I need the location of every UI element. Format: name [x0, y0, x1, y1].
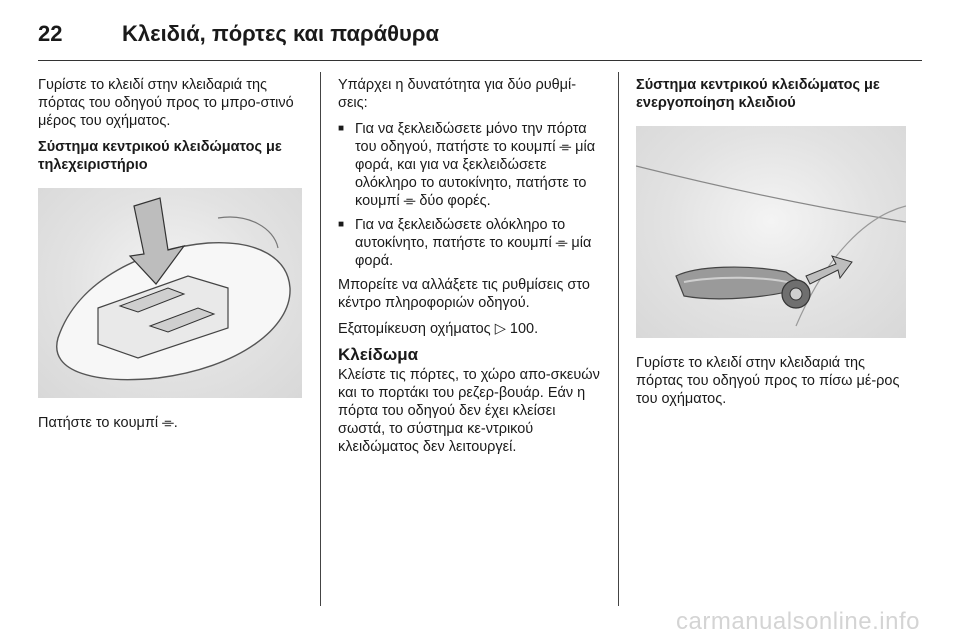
- col2-intro: Υπάρχει η δυνατότητα για δύο ρυθμί-σεις:: [338, 77, 577, 111]
- unlock-icon: ⌯: [555, 235, 568, 251]
- remote-key-illustration: [38, 188, 302, 398]
- header-rule: [38, 60, 922, 61]
- col3-caption: Γυρίστε το κλειδί στην κλειδαριά της πόρτας του οδηγού προς το πίσω μέ-ρος του οχήματος.: [636, 355, 900, 407]
- col1-caption-end: .: [173, 415, 178, 431]
- page-number: 22: [38, 21, 63, 46]
- col1-intro: Γυρίστε το κλειδί στην κλειδαριά της πόρτας του οδηγού προς το μπρο-στινό μέρος του οχήματος.: [38, 77, 294, 129]
- page-reference-icon: ▷: [494, 321, 506, 337]
- reference-page: 100.: [509, 321, 539, 337]
- unlock-icon: ⌯: [162, 415, 174, 431]
- page-title: Κλειδιά, πόρτες και παράθυρα: [122, 21, 439, 46]
- section-heading-locking: Κλείδωμα: [338, 345, 419, 364]
- bullet1-part-a: Για να ξεκλειδώσετε μόνο την πόρτα του οδηγού, πατήστε το κουμπί: [355, 121, 587, 155]
- col2-section-body: Κλείστε τις πόρτες, το χώρο απο-σκευών και το πορτάκι του ρεζερ-βουάρ. Εάν η πόρτα του οδηγού δεν έχει κλείσει σωστά, το σύστημα κε-ντρικού κλειδώματος δεν λειτουργεί.: [338, 367, 600, 455]
- unlock-icon: ⌯: [559, 139, 572, 155]
- unlock-icon: ⌯: [403, 193, 416, 209]
- remote-key-drawing: [38, 188, 302, 398]
- door-handle-illustration: [636, 126, 906, 338]
- bullet1-part-c: δύο φορές.: [419, 193, 491, 209]
- bullet2-part-b: μία φορά.: [355, 235, 592, 269]
- page-header: [38, 14, 439, 54]
- col3-subhead: Σύστημα κεντρικού κλειδώματος με ενεργοποίηση κλειδιού: [636, 77, 880, 111]
- col1-caption-text: Πατήστε το κουμπί: [38, 415, 159, 431]
- col2-reference: [338, 320, 604, 338]
- bullet2-part-a: Για να ξεκλειδώσετε ολόκληρο το αυτοκίνητο, πατήστε το κουμπί: [355, 217, 566, 251]
- col1-subhead: Σύστημα κεντρικού κλειδώματος με τηλεχειριστήριο: [38, 139, 282, 173]
- column-2: [338, 76, 604, 464]
- door-handle-drawing: [636, 126, 906, 338]
- watermark: carmanualsonline.info: [676, 608, 920, 635]
- col2-para2: Μπορείτε να αλλάξετε τις ρυθμίσεις στο κέντρο πληροφοριών οδηγού.: [338, 277, 590, 311]
- list-item: [338, 120, 604, 210]
- settings-list: [338, 120, 604, 270]
- column-1: [38, 76, 306, 440]
- column-3: [636, 76, 906, 416]
- bullet1-part-b: μία φορά, και για να ξεκλειδώσετε ολόκληρο το αυτοκίνητο, πατήστε το κουμπί: [355, 139, 596, 209]
- list-item: [338, 216, 604, 270]
- reference-text: Εξατομίκευση οχήματος: [338, 321, 491, 337]
- column-divider-1: [320, 72, 321, 606]
- col1-caption: [38, 414, 306, 432]
- column-divider-2: [618, 72, 619, 606]
